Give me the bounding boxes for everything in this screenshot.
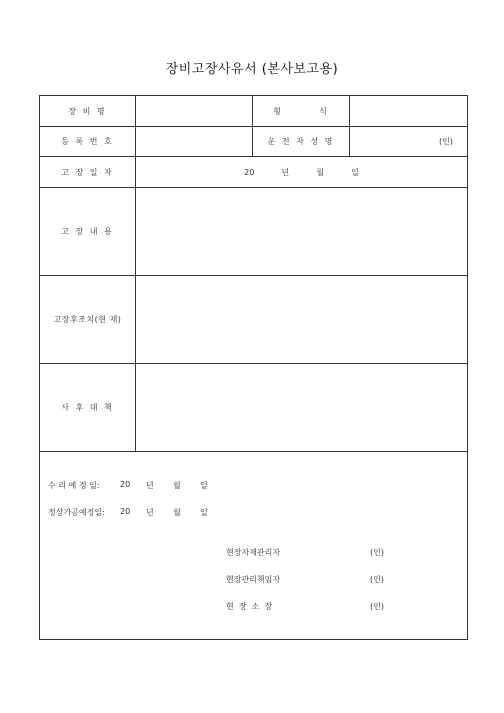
breakdown-content-field[interactable] — [136, 188, 468, 276]
model-label: 형 식 — [253, 96, 350, 127]
operator-name-label: 운 전 자 성 명 — [253, 127, 350, 157]
normal-day: 일 — [200, 508, 208, 517]
site-material-manager-seal: (인) — [370, 548, 384, 557]
site-material-manager-label: 현장자재관리자 — [226, 548, 281, 557]
breakdown-date-year: 년 — [281, 167, 290, 177]
breakdown-date-month: 월 — [316, 167, 324, 177]
site-management-manager-seal: (인) — [370, 575, 384, 584]
normal-year: 년 — [146, 508, 154, 517]
equipment-name-field[interactable] — [136, 96, 253, 127]
normal-month: 월 — [173, 508, 181, 517]
breakdown-date-day: 일 — [351, 167, 359, 177]
breakdown-date-field[interactable] — [136, 157, 468, 188]
repair-year-prefix: 20 — [120, 480, 131, 489]
follow-up-measures-field[interactable] — [136, 364, 468, 452]
site-management-manager-label: 현장관리책임자 — [226, 575, 281, 584]
normal-year-prefix: 20 — [120, 507, 131, 516]
post-breakdown-action-label: 고장후조치(현 재) — [40, 276, 136, 364]
post-breakdown-action-field[interactable] — [136, 276, 468, 364]
follow-up-measures-label: 사 후 대 책 — [40, 364, 136, 452]
breakdown-date-label: 고 장 일 자 — [40, 157, 136, 188]
repair-month: 월 — [173, 481, 181, 490]
model-field[interactable] — [350, 96, 468, 127]
registration-number-field[interactable] — [136, 127, 253, 157]
site-director-seal: (인) — [370, 602, 384, 611]
operator-seal: (인) — [350, 127, 468, 157]
site-director-label: 현 장 소 장 — [226, 602, 273, 611]
repair-expected-label: 수 리 예 정 일: — [48, 481, 100, 490]
breakdown-content-label: 고 장 내 용 — [40, 188, 136, 276]
breakdown-date-year-prefix: 20 — [244, 167, 255, 177]
repair-day: 일 — [200, 481, 208, 490]
repair-year: 년 — [146, 481, 154, 490]
equipment-name-label: 장 비 명 — [40, 96, 136, 127]
schedule-and-signature-section — [40, 452, 468, 640]
document-title: 장비고장사유서 (본사보고용) — [165, 62, 339, 77]
breakdown-report-form — [39, 95, 468, 640]
registration-number-label: 등 록 번 호 — [40, 127, 136, 157]
normal-operation-label: 정상가공예정일: — [48, 508, 105, 517]
